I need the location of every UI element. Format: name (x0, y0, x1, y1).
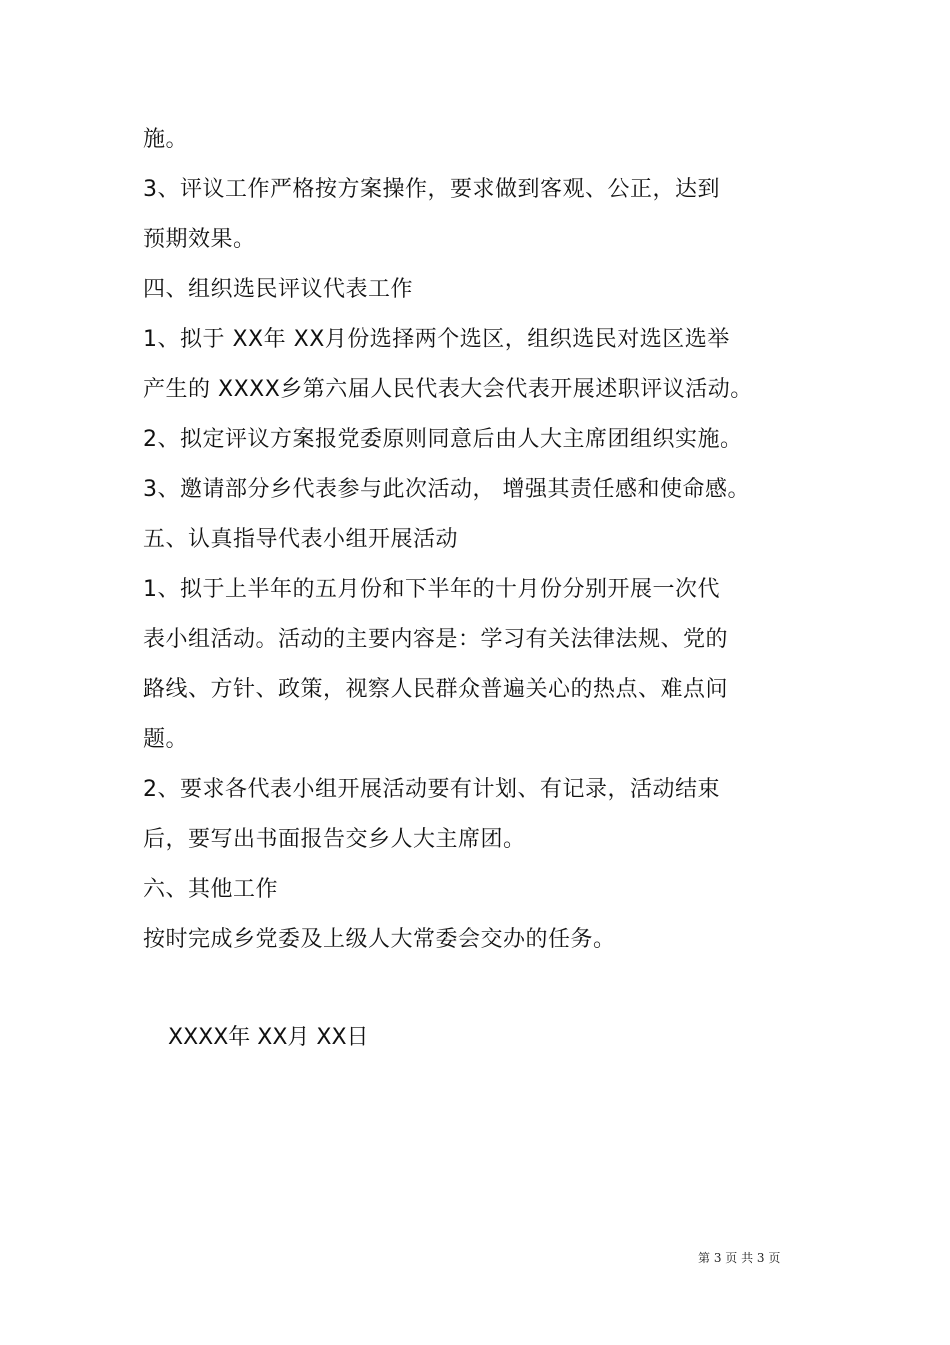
text-line: 按时完成乡党委及上级人大常委会交办的任务。 (143, 927, 616, 952)
text-line: 1、拟于 XX年 XX月份选择两个选区，组织选民对选区选举 (143, 327, 730, 352)
section-heading: 五、认真指导代表小组开展活动 (143, 527, 459, 552)
text-line: 2、要求各代表小组开展活动要有计划、有记录，活动结束 (143, 777, 720, 802)
text-line: 产生的 XXXX乡第六届人民代表大会代表开展述职评议活动。 (143, 377, 753, 402)
text-line: 施。 (143, 127, 189, 152)
text-line: 路线、方针、政策，视察人民群众普遍关心的热点、难点问 (143, 677, 729, 702)
text-line: 2、拟定评议方案报党委原则同意后由人大主席团组织实施。 (143, 427, 743, 452)
text-line: 预期效果。 (143, 227, 256, 252)
section-heading: 四、组织选民评议代表工作 (143, 277, 414, 302)
text-line: 3、邀请部分乡代表参与此次活动， 增强其责任感和使命感。 (143, 477, 750, 502)
text-line: 题。 (143, 727, 189, 752)
document-date: XXXX年 XX月 XX日 (168, 1025, 369, 1050)
text-line: 1、拟于上半年的五月份和下半年的十月份分别开展一次代 (143, 577, 720, 602)
page-number-footer: 第 3 页 共 3 页 (698, 1251, 781, 1265)
text-line: 3、评议工作严格按方案操作，要求做到客观、公正，达到 (143, 177, 720, 202)
text-line: 后，要写出书面报告交乡人大主席团。 (143, 827, 526, 852)
section-heading: 六、其他工作 (143, 877, 279, 902)
text-line: 表小组活动。活动的主要内容是：学习有关法律法规、党的 (143, 627, 729, 652)
